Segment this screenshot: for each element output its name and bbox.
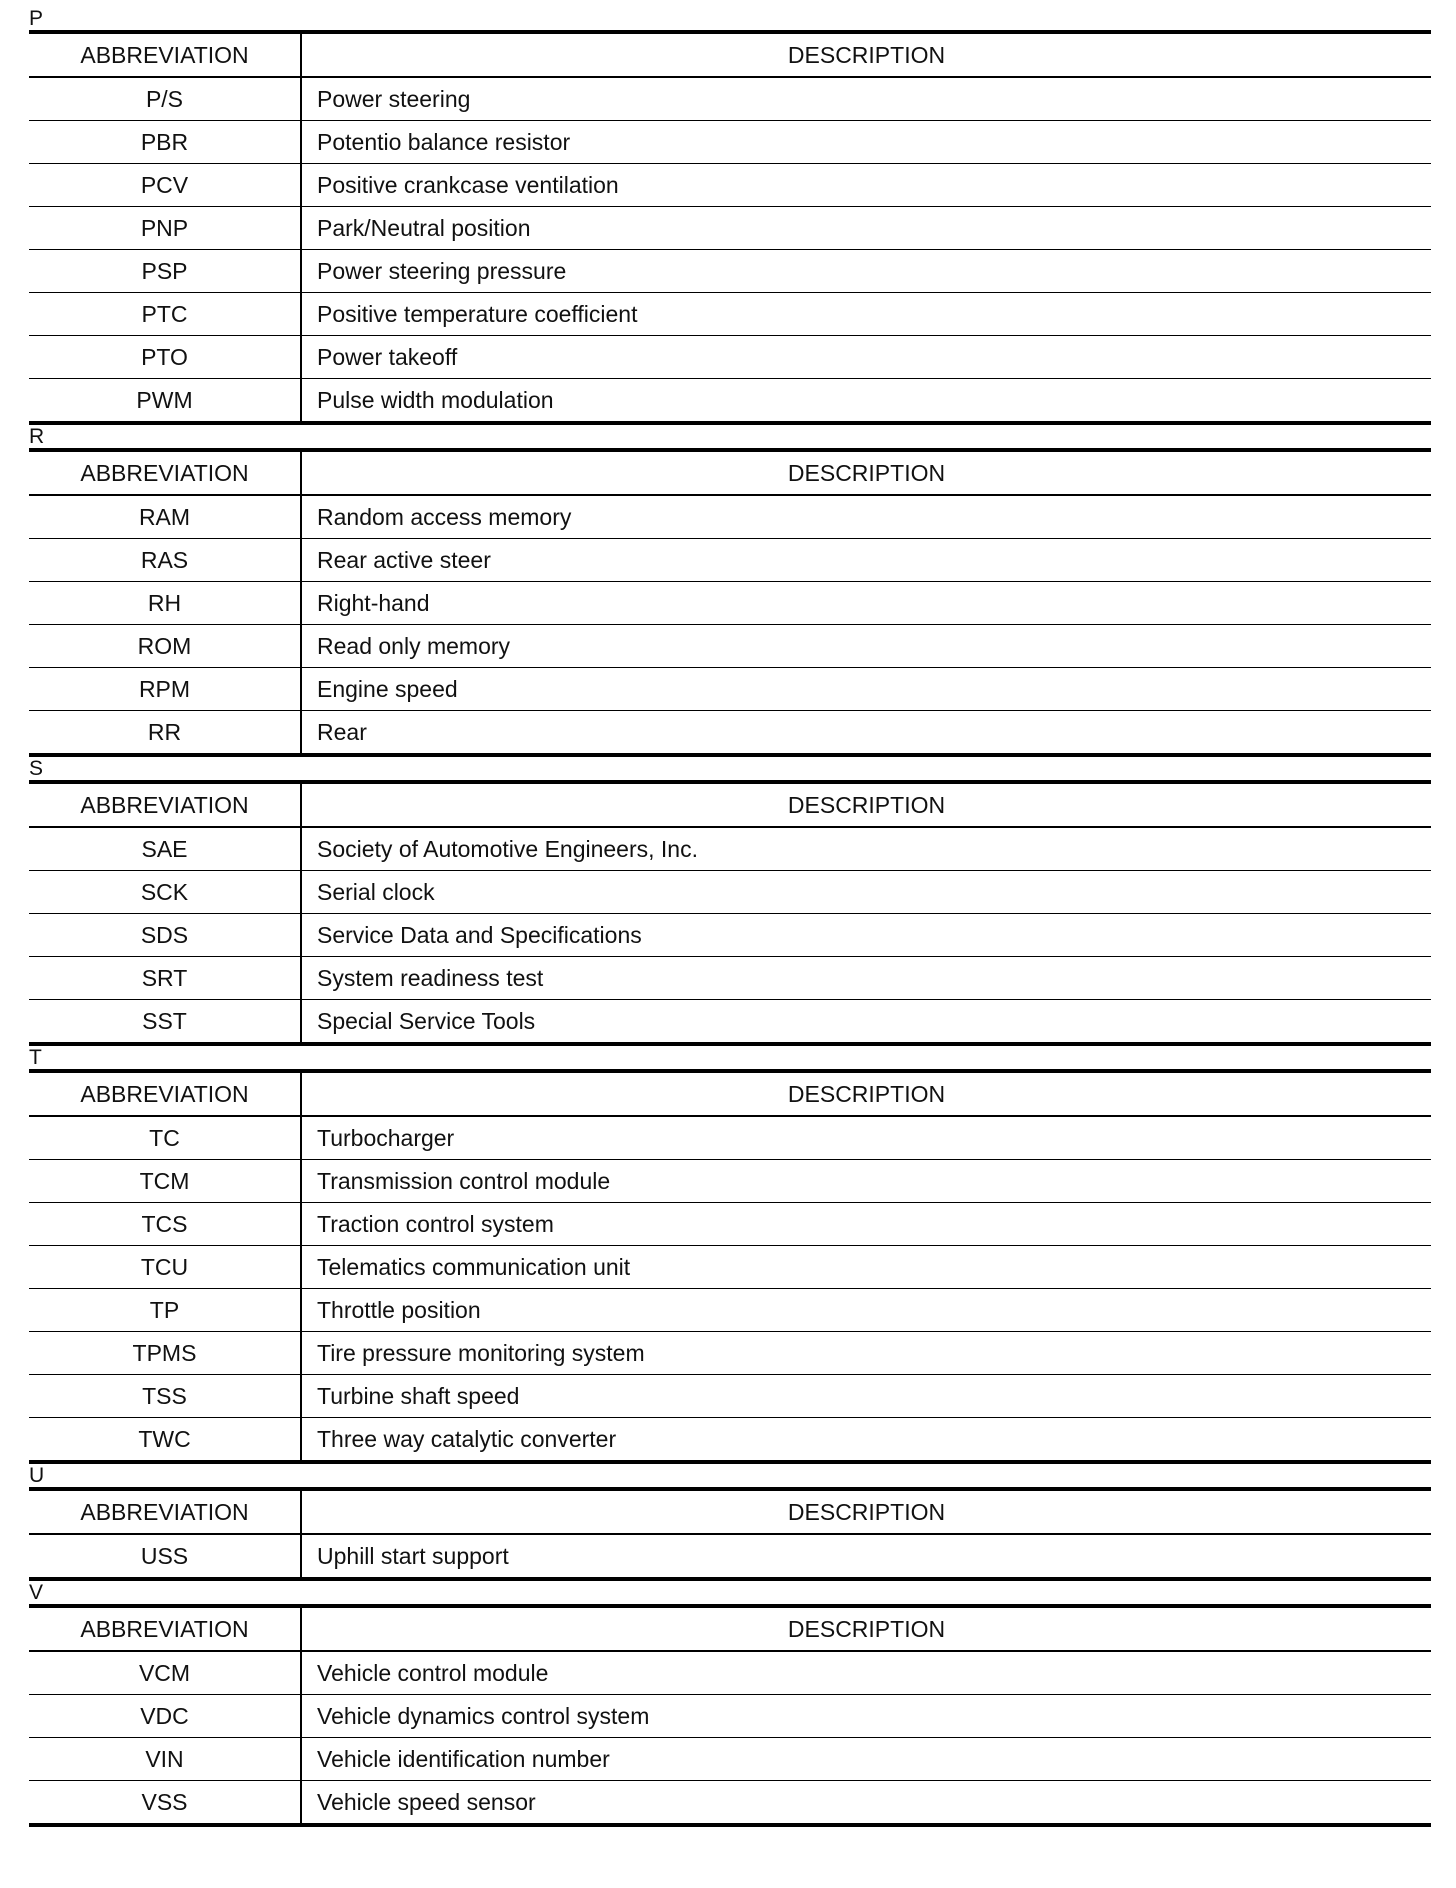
description-cell: Turbine shaft speed	[301, 1375, 1431, 1418]
section-letter-heading: U	[29, 1464, 45, 1487]
description-column-header: DESCRIPTION	[301, 1606, 1431, 1651]
abbreviation-cell: VDC	[29, 1695, 301, 1738]
description-cell: Power steering pressure	[301, 250, 1431, 293]
abbreviation-cell: RAS	[29, 539, 301, 582]
table-row	[29, 1160, 1431, 1203]
table-row	[29, 711, 1431, 756]
abbreviation-cell: SRT	[29, 957, 301, 1000]
table-row	[29, 250, 1431, 293]
description-cell: Telematics communication unit	[301, 1246, 1431, 1289]
abbreviation-cell: PSP	[29, 250, 301, 293]
abbreviation-cell: TC	[29, 1116, 301, 1160]
table-row	[29, 625, 1431, 668]
description-cell: Serial clock	[301, 871, 1431, 914]
table-row	[29, 1332, 1431, 1375]
description-column-header: DESCRIPTION	[301, 782, 1431, 827]
description-cell: Service Data and Specifications	[301, 914, 1431, 957]
abbreviation-cell: TPMS	[29, 1332, 301, 1375]
description-cell: Park/Neutral position	[301, 207, 1431, 250]
description-cell: Positive temperature coefficient	[301, 293, 1431, 336]
table-header-row	[29, 32, 1431, 77]
abbreviation-cell: PNP	[29, 207, 301, 250]
abbreviation-cell: SCK	[29, 871, 301, 914]
table-row	[29, 957, 1431, 1000]
description-cell: Vehicle control module	[301, 1651, 1431, 1695]
table-row	[29, 871, 1431, 914]
description-cell: Potentio balance resistor	[301, 121, 1431, 164]
abbreviation-cell: SAE	[29, 827, 301, 871]
abbreviation-cell: TCM	[29, 1160, 301, 1203]
table-row	[29, 379, 1431, 424]
abbreviation-table	[29, 448, 1431, 757]
abbreviation-cell: RAM	[29, 495, 301, 539]
description-column-header: DESCRIPTION	[301, 32, 1431, 77]
description-cell: Positive crankcase ventilation	[301, 164, 1431, 207]
table-row	[29, 495, 1431, 539]
description-cell: Throttle position	[301, 1289, 1431, 1332]
table-row	[29, 1651, 1431, 1695]
abbreviation-cell: TCU	[29, 1246, 301, 1289]
table-row	[29, 1534, 1431, 1579]
description-cell: Tire pressure monitoring system	[301, 1332, 1431, 1375]
description-cell: Right-hand	[301, 582, 1431, 625]
table-row	[29, 1203, 1431, 1246]
abbreviation-cell: RPM	[29, 668, 301, 711]
abbreviation-cell: ROM	[29, 625, 301, 668]
table-row	[29, 164, 1431, 207]
abbreviation-column-header: ABBREVIATION	[29, 1606, 301, 1651]
abbreviation-cell: SDS	[29, 914, 301, 957]
abbreviation-cell: PBR	[29, 121, 301, 164]
abbreviation-cell: RH	[29, 582, 301, 625]
table-row	[29, 1695, 1431, 1738]
abbreviation-column-header: ABBREVIATION	[29, 1489, 301, 1534]
abbreviation-column-header: ABBREVIATION	[29, 32, 301, 77]
table-row	[29, 1246, 1431, 1289]
abbreviation-table	[29, 1487, 1431, 1581]
description-column-header: DESCRIPTION	[301, 1489, 1431, 1534]
abbreviation-cell: P/S	[29, 77, 301, 121]
description-cell: Three way catalytic converter	[317, 1425, 617, 1452]
description-column-header: DESCRIPTION	[301, 450, 1431, 495]
description-cell: Society of Automotive Engineers, Inc.	[301, 827, 1431, 871]
description-cell: Turbocharger	[301, 1116, 1431, 1160]
description-cell: System readiness test	[301, 957, 1431, 1000]
table-header-row	[29, 450, 1431, 495]
abbreviation-cell: PCV	[29, 164, 301, 207]
table-row	[29, 1289, 1431, 1332]
table-row	[29, 1116, 1431, 1160]
abbreviation-column-header: ABBREVIATION	[29, 1071, 301, 1116]
table-row	[29, 827, 1431, 871]
table-row	[29, 1418, 1431, 1463]
abbreviation-table	[29, 1069, 1431, 1464]
abbreviation-cell: VIN	[29, 1738, 301, 1781]
table-header-row	[29, 1071, 1431, 1116]
section-letter-heading: P	[29, 7, 44, 30]
table-row	[29, 207, 1431, 250]
description-column-header: DESCRIPTION	[301, 1071, 1431, 1116]
description-cell: Transmission control module	[301, 1160, 1431, 1203]
abbreviation-cell: PWM	[29, 379, 301, 424]
abbreviation-table	[29, 780, 1431, 1046]
abbreviation-cell: USS	[29, 1534, 301, 1579]
description-cell: Vehicle identification number	[301, 1738, 1431, 1781]
description-cell: Rear active steer	[301, 539, 1431, 582]
description-cell: Pulse width modulation	[317, 386, 554, 413]
table-row	[29, 1738, 1431, 1781]
table-row	[29, 293, 1431, 336]
description-cell: Rear	[317, 718, 367, 745]
description-cell: Engine speed	[301, 668, 1431, 711]
description-cell: Uphill start support	[317, 1542, 509, 1569]
table-header-row	[29, 1606, 1431, 1651]
abbreviation-cell: RR	[29, 711, 301, 756]
description-cell: Special Service Tools	[317, 1007, 536, 1034]
abbreviation-table	[29, 30, 1431, 425]
description-cell: Random access memory	[301, 495, 1431, 539]
table-row	[29, 1375, 1431, 1418]
abbreviation-table	[29, 1604, 1431, 1827]
abbreviation-cell: VSS	[29, 1781, 301, 1826]
abbreviation-cell: TP	[29, 1289, 301, 1332]
table-row	[29, 77, 1431, 121]
table-row	[29, 121, 1431, 164]
abbreviation-column-header: ABBREVIATION	[29, 450, 301, 495]
description-cell: Power steering	[301, 77, 1431, 121]
abbreviation-cell: SST	[29, 1000, 301, 1045]
description-cell: Vehicle speed sensor	[317, 1788, 536, 1815]
table-row	[29, 668, 1431, 711]
table-row	[29, 336, 1431, 379]
section-letter-heading: S	[29, 757, 44, 780]
abbreviation-column-header: ABBREVIATION	[29, 782, 301, 827]
abbreviation-cell: TSS	[29, 1375, 301, 1418]
description-cell: Vehicle dynamics control system	[301, 1695, 1431, 1738]
section-letter-heading: R	[29, 425, 45, 448]
description-cell: Power takeoff	[301, 336, 1431, 379]
table-row	[29, 914, 1431, 957]
abbreviation-cell: TWC	[29, 1418, 301, 1463]
abbreviation-document	[29, 8, 1431, 1828]
description-cell: Read only memory	[301, 625, 1431, 668]
section-letter-heading: V	[29, 1581, 44, 1604]
abbreviation-cell: PTC	[29, 293, 301, 336]
abbreviation-cell: VCM	[29, 1651, 301, 1695]
section-letter-heading: T	[29, 1046, 42, 1069]
table-header-row	[29, 782, 1431, 827]
table-header-row	[29, 1489, 1431, 1534]
abbreviation-cell: TCS	[29, 1203, 301, 1246]
table-row	[29, 1000, 1431, 1045]
description-cell: Traction control system	[301, 1203, 1431, 1246]
table-row	[29, 582, 1431, 625]
table-row	[29, 539, 1431, 582]
table-row	[29, 1781, 1431, 1826]
abbreviation-cell: PTO	[29, 336, 301, 379]
